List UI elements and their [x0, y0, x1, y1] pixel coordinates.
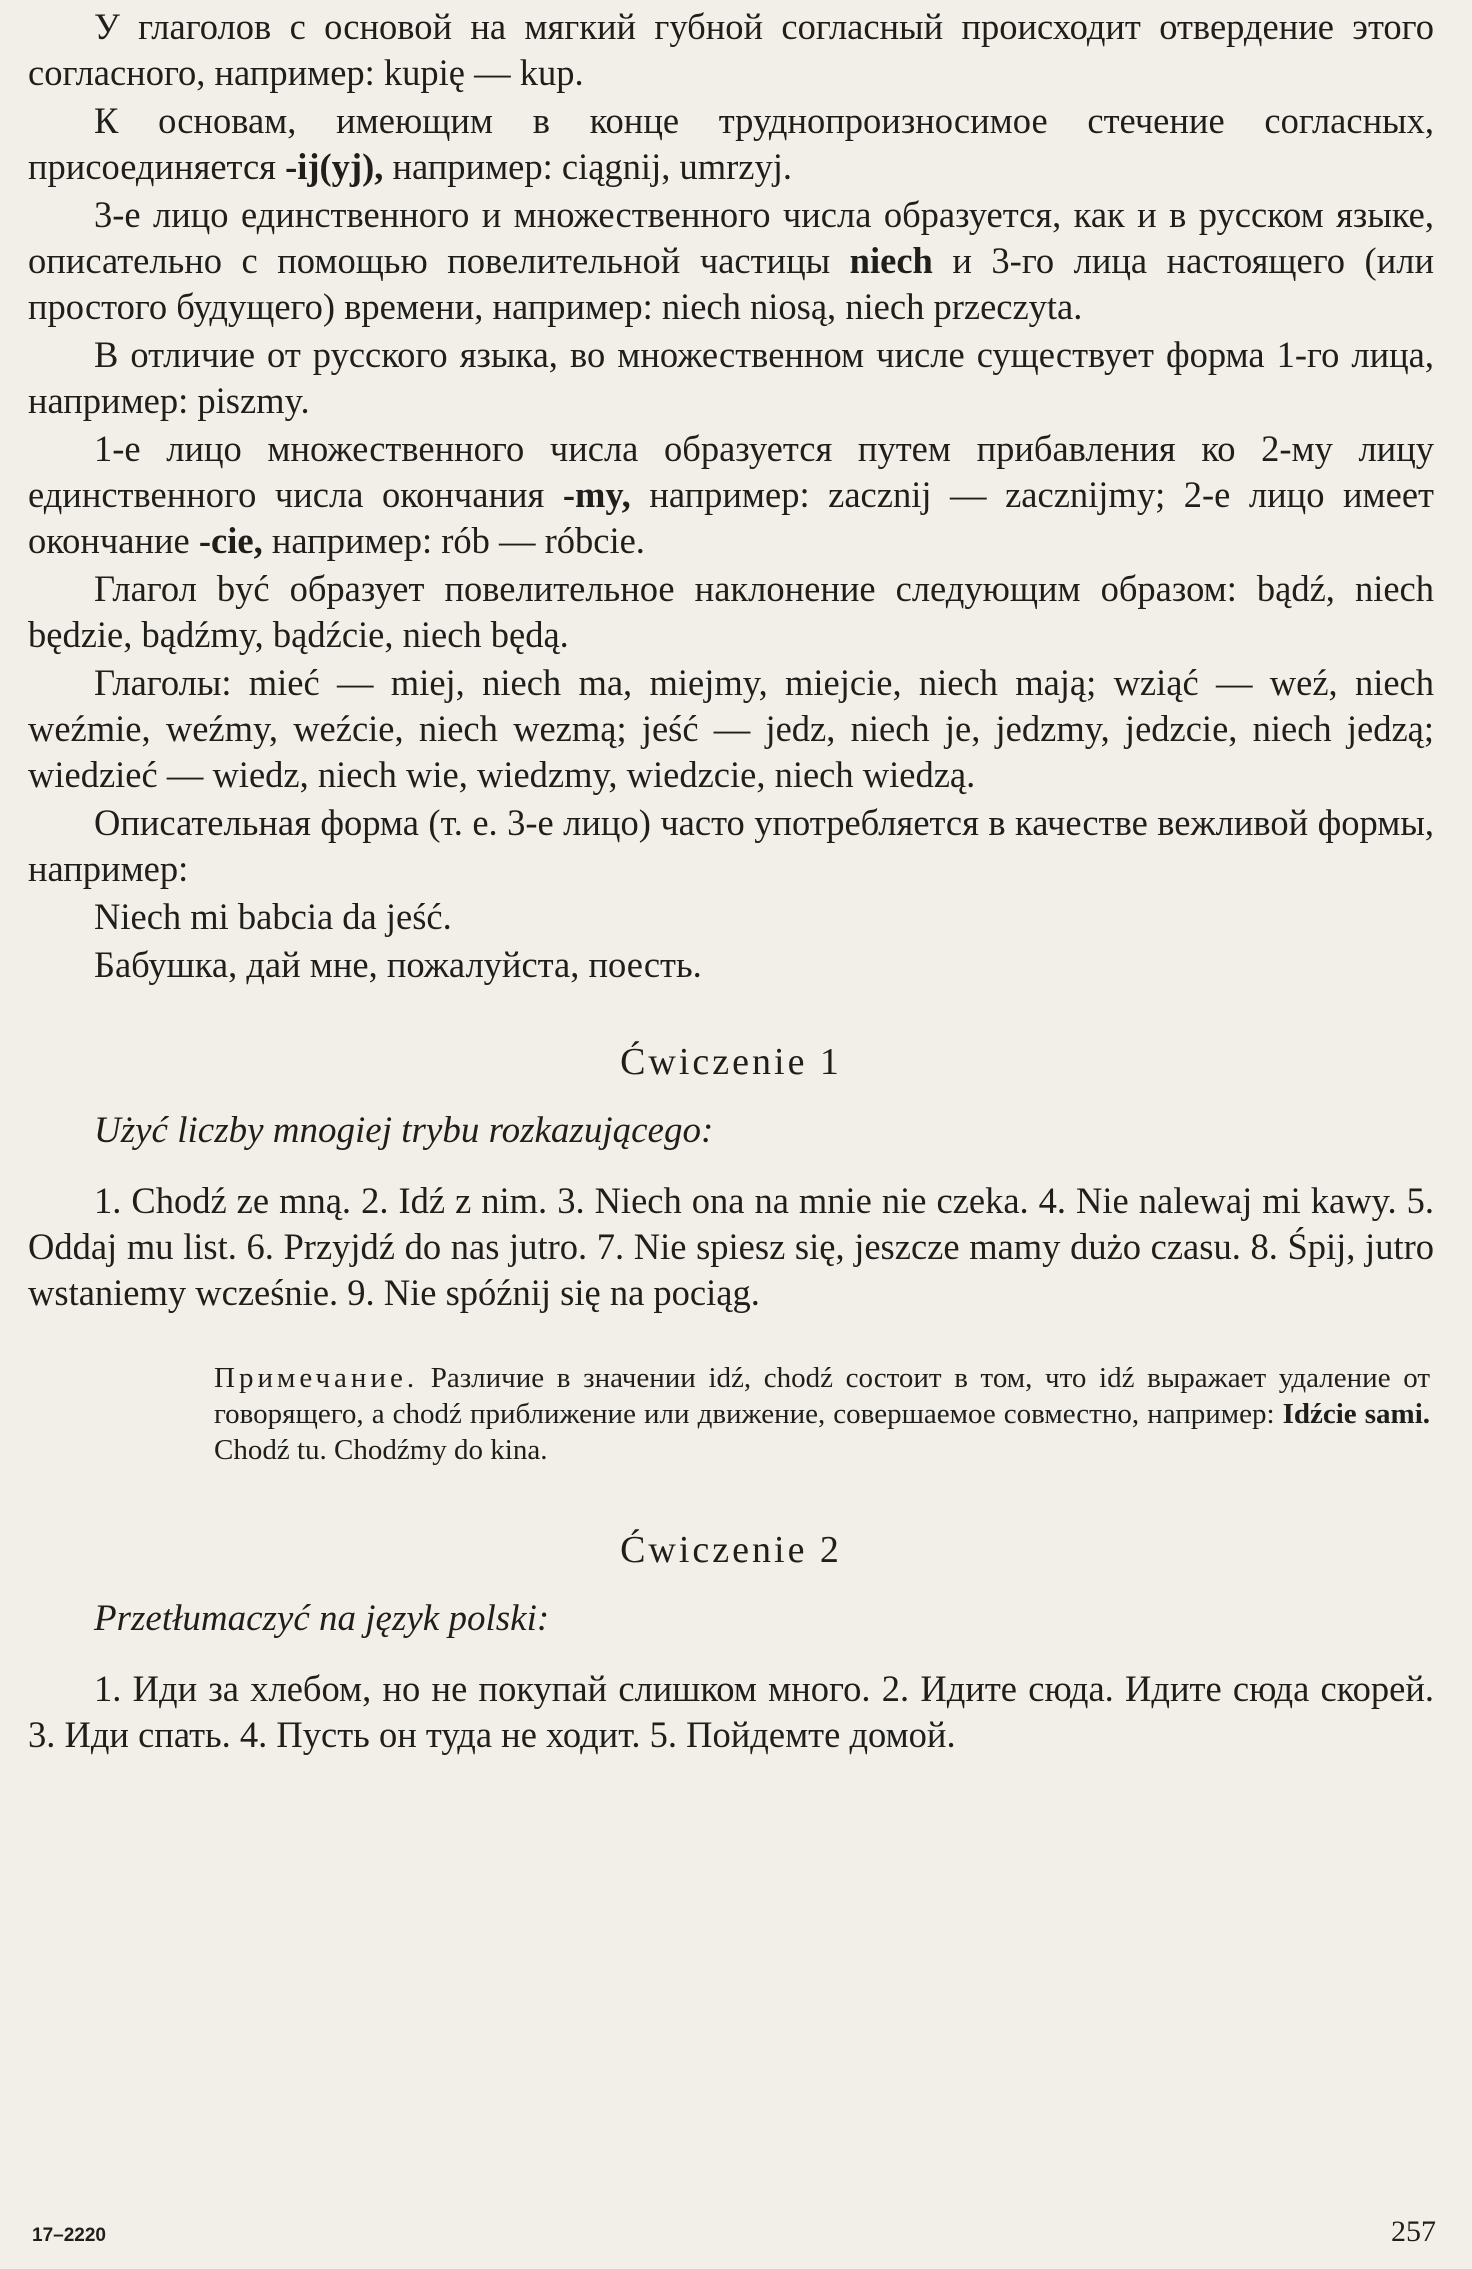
- note-bold-example: Idźcie sami.: [1282, 1398, 1430, 1430]
- paragraph-5: [28, 426, 1434, 564]
- bold-ending: -my,: [562, 474, 631, 515]
- note: [28, 1360, 1434, 1468]
- paragraph-3: [28, 192, 1434, 330]
- text: 1-е лицо множественного числа образуется путем прибавления ко 2-му лицу единственного числа окончания: [28, 428, 1434, 515]
- exercise-2-task: Przetłumaczyć na język polski:: [94, 1598, 550, 1639]
- text: К основам, имеющим в конце труднопроизносимое стечение согласных, присоединяется: [28, 100, 1434, 187]
- text: и 3-го лица настоящего (или простого будущего) времени, например: niech niosą, niech przeczyta.: [28, 240, 1434, 327]
- exercise-1-text: 1. Chodź ze mną. 2. Idź z nim. 3. Niech ona na mnie nie czeka. 4. Nie nalewaj mi kawy. 5. Oddaj mu list. 6. Przyjdź do nas jutro. 7. Nie spiesz się, jeszcze mamy dużo czasu. 8. Śpij, jutro wstaniemy wcześnie. 9. Nie spóźnij się na pociąg.: [28, 1180, 1434, 1313]
- exercise-2-title: Ćwiczenie 2: [620, 1529, 842, 1571]
- note-label: Примечание.: [214, 1362, 419, 1394]
- page-footer: [32, 2215, 1436, 2249]
- text: например: zacznij — zacznijmy; 2-е лицо имеет окончание: [28, 474, 1435, 561]
- paragraph-4: В отличие от русского языка, во множественном числе существует форма 1-го лица, например: piszmy.: [28, 334, 1434, 421]
- exercise-2-text: 1. Иди за хлебом, но не покупай слишком много. 2. Идите сюда. Идите сюда скорей. 3. Иди спать. 4. Пусть он туда не ходит. 5. Пойдемте домой.: [28, 1668, 1434, 1755]
- paragraph-8: Описательная форма (т. е. 3-е лицо) часто употребляется в качестве вежливой формы, например:: [28, 802, 1434, 889]
- paragraph-7: Глаголы: mieć — miej, niech ma, miejmy, miejcie, niech mają; wziąć — weź, niech weźmie, weźmy, weźcie, niech wezmą; jeść — jedz, niech je, jedzmy, jedzcie, niech jedzą; wiedzieć — wiedz, niech wie, wiedzmy, wiedzcie, niech wiedzą.: [28, 662, 1434, 795]
- example-russian: Бабушка, дай мне, пожалуйста, поесть.: [94, 944, 702, 985]
- bold-ending: -cie,: [198, 520, 263, 561]
- bold-particle: niech: [849, 240, 933, 281]
- printer-signature: 17–2220: [32, 2225, 106, 2246]
- exercise-1-title: Ćwiczenie 1: [620, 1041, 842, 1083]
- paragraph-6: Глагол być образует повелительное наклонение следующим образом: bądź, niech będzie, bądźmy, bądźcie, niech będą.: [28, 568, 1434, 655]
- note-text: Chodź tu. Chodźmy do kina.: [214, 1434, 548, 1466]
- text: например: rób — róbcie.: [262, 520, 645, 561]
- example-polish: Niech mi babcia da jeść.: [94, 896, 452, 937]
- text: 3-е лицо единственного и множественного числа образуется, как и в русском языке, описательно с помощью повелительной частицы: [28, 194, 1434, 281]
- paragraph-2: [28, 98, 1434, 190]
- note-text: Различие в значении idź, chodź состоит в том, что idź выражает удаление от говорящего, а chodź приближение или движение, совершаемое совместно, например:: [214, 1362, 1430, 1430]
- exercise-1-task: Użyć liczby mnogiej trybu rozkazującego:: [94, 1110, 714, 1151]
- text: например: ciągnij, umrzyj.: [383, 146, 792, 187]
- page-number: 257: [1391, 2215, 1436, 2248]
- paragraph-1: У глаголов с основой на мягкий губной согласный происходит отвердение этого согласного, например: kupię — kup.: [28, 6, 1434, 93]
- bold-ending: -ij(yj),: [285, 146, 384, 187]
